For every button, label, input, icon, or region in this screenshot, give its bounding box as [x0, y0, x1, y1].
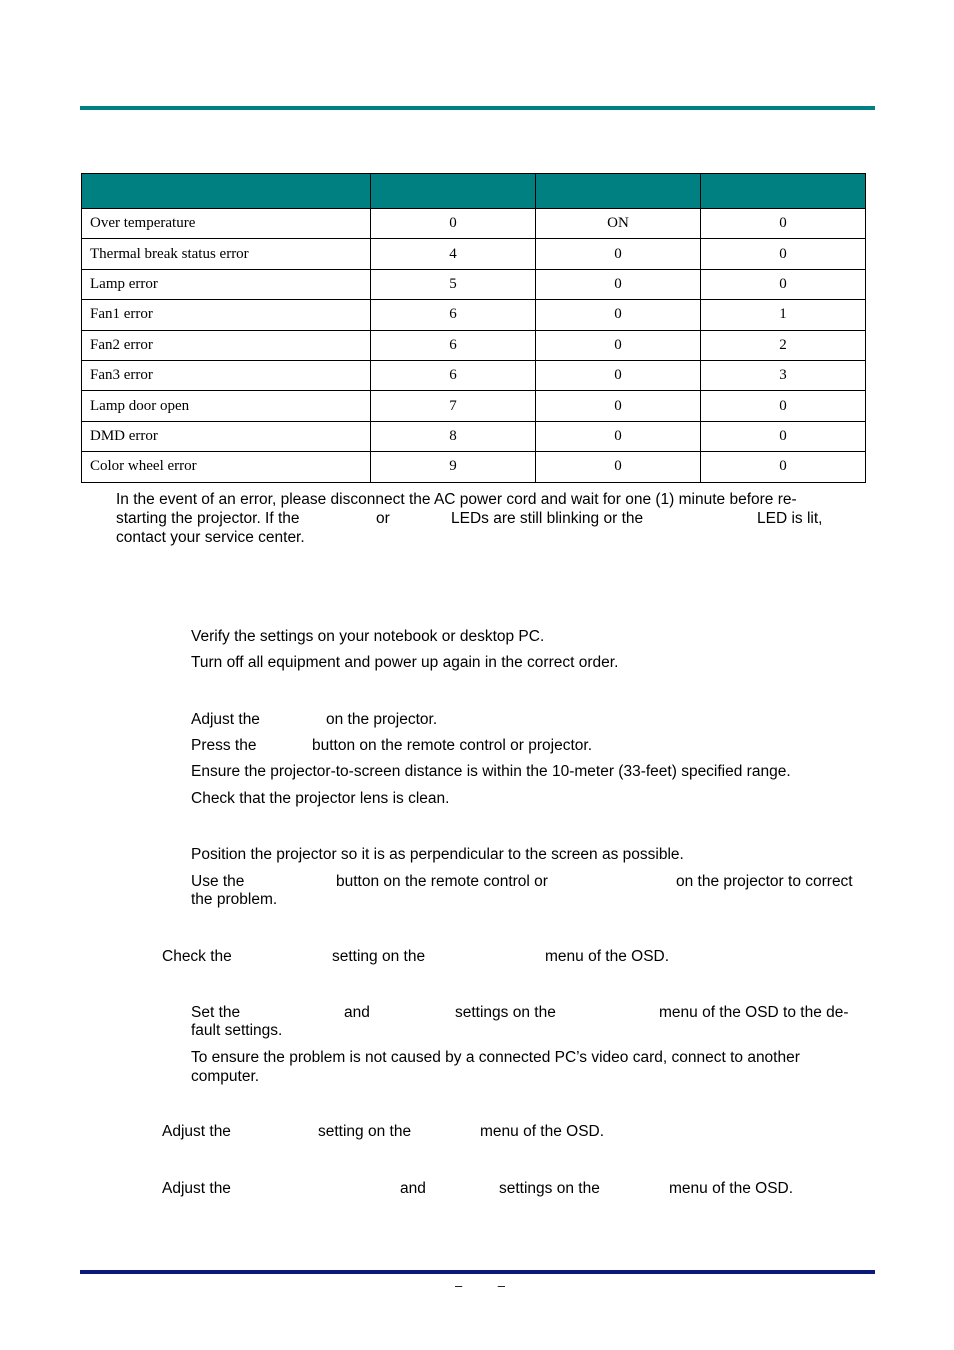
tip-video-card-2: computer. — [191, 1068, 260, 1085]
table-cell: 9 — [371, 452, 536, 482]
table-cell: 6 — [371, 360, 536, 390]
table-cell: 0 — [536, 421, 701, 451]
error-name: Fan1 error — [82, 300, 371, 330]
tip-use-d: the problem. — [191, 891, 278, 908]
tip-adjust3-c: settings on the — [499, 1180, 600, 1197]
tip-adjust2-b: setting on the — [318, 1123, 412, 1140]
table-cell: 0 — [701, 239, 866, 269]
table-row — [82, 239, 866, 269]
tip-adjust3-a: Adjust the — [162, 1180, 231, 1197]
error-name: Lamp error — [82, 269, 371, 299]
table-cell: 0 — [371, 209, 536, 239]
tip-check-c: menu of the OSD. — [545, 948, 670, 965]
tip-position: Position the projector so it is as perpendicular to the screen as possible. — [191, 846, 684, 863]
table-row — [82, 421, 866, 451]
table-header-cell — [536, 174, 701, 209]
table-cell: 0 — [536, 269, 701, 299]
tip-use-c: on the projector to correct — [676, 873, 853, 890]
note-line-1: In the event of an error, please disconnect the AC power cord and wait for one (1) minute before re- — [116, 491, 797, 508]
tip-press-b: button on the remote control or projector. — [312, 737, 593, 754]
note-line-2-d: LED is lit, — [757, 510, 823, 527]
tip-verify-settings: Verify the settings on your notebook or desktop PC. — [191, 628, 545, 645]
table-row — [82, 269, 866, 299]
table-cell: 3 — [701, 360, 866, 390]
table-cell: 0 — [536, 300, 701, 330]
table-cell: ON — [536, 209, 701, 239]
tip-adjust2-a: Adjust the — [162, 1123, 231, 1140]
tip-adjust2-c: menu of the OSD. — [480, 1123, 605, 1140]
note-line-2-c: LEDs are still blinking or the — [451, 510, 644, 527]
table-header-cell — [82, 174, 371, 209]
tip-set-e: fault settings. — [191, 1022, 283, 1039]
table-row — [82, 360, 866, 390]
table-row — [82, 452, 866, 482]
tip-check-b: setting on the — [332, 948, 426, 965]
tip-lens-clean: Check that the projector lens is clean. — [191, 790, 450, 807]
header-rule — [80, 106, 875, 110]
table-cell: 0 — [701, 452, 866, 482]
table-cell: 0 — [536, 452, 701, 482]
table-cell: 8 — [371, 421, 536, 451]
table-cell: 0 — [536, 360, 701, 390]
tip-adjust-b: on the projector. — [326, 711, 438, 728]
table-cell: 0 — [536, 330, 701, 360]
tip-use-b: button on the remote control or — [336, 873, 548, 890]
table-cell: 2 — [701, 330, 866, 360]
tip-set-a: Set the — [191, 1004, 241, 1021]
error-name: Fan3 error — [82, 360, 371, 390]
table-header-cell — [701, 174, 866, 209]
tip-check-a: Check the — [162, 948, 232, 965]
note-line-2-a: starting the projector. If the — [116, 510, 300, 527]
tip-set-b: and — [344, 1004, 370, 1021]
table-row — [82, 209, 866, 239]
table-cell: 0 — [701, 421, 866, 451]
table-cell: 6 — [371, 300, 536, 330]
error-name: Lamp door open — [82, 391, 371, 421]
table-cell: 0 — [701, 269, 866, 299]
page-dash-left: – — [455, 1278, 463, 1293]
tip-press-a: Press the — [191, 737, 257, 754]
error-name: Over temperature — [82, 209, 371, 239]
page-number — [455, 1278, 505, 1293]
table-cell: 1 — [701, 300, 866, 330]
page-dash-right: – — [497, 1278, 505, 1293]
note-line-2-b: or — [376, 510, 390, 527]
table-row — [82, 391, 866, 421]
error-code-table — [81, 173, 866, 483]
footer-rule — [80, 1270, 875, 1274]
table-cell: 0 — [701, 209, 866, 239]
table-cell: 7 — [371, 391, 536, 421]
table-cell: 0 — [536, 239, 701, 269]
table-header-row — [82, 174, 866, 209]
table-cell: 0 — [536, 391, 701, 421]
table-row — [82, 330, 866, 360]
tip-distance: Ensure the projector-to-screen distance is within the 10-meter (33-feet) specified range. — [191, 763, 791, 780]
tip-power-cycle: Turn off all equipment and power up again in the correct order. — [191, 654, 619, 671]
table-row — [82, 300, 866, 330]
error-name: Thermal break status error — [82, 239, 371, 269]
tip-adjust3-d: menu of the OSD. — [669, 1180, 794, 1197]
table-cell: 6 — [371, 330, 536, 360]
table-header-cell — [371, 174, 536, 209]
table-cell: 0 — [701, 391, 866, 421]
tip-video-card-1: To ensure the problem is not caused by a connected PC’s video card, connect to another — [191, 1049, 800, 1066]
tip-use-a: Use the — [191, 873, 245, 890]
table-cell: 4 — [371, 239, 536, 269]
tip-set-d: menu of the OSD to the de- — [659, 1004, 849, 1021]
tip-adjust3-b: and — [400, 1180, 426, 1197]
tip-adjust-a: Adjust the — [191, 711, 260, 728]
error-name: Color wheel error — [82, 452, 371, 482]
table-cell: 5 — [371, 269, 536, 299]
error-name: DMD error — [82, 421, 371, 451]
tip-set-c: settings on the — [455, 1004, 556, 1021]
note-line-3: contact your service center. — [116, 529, 305, 546]
error-name: Fan2 error — [82, 330, 371, 360]
